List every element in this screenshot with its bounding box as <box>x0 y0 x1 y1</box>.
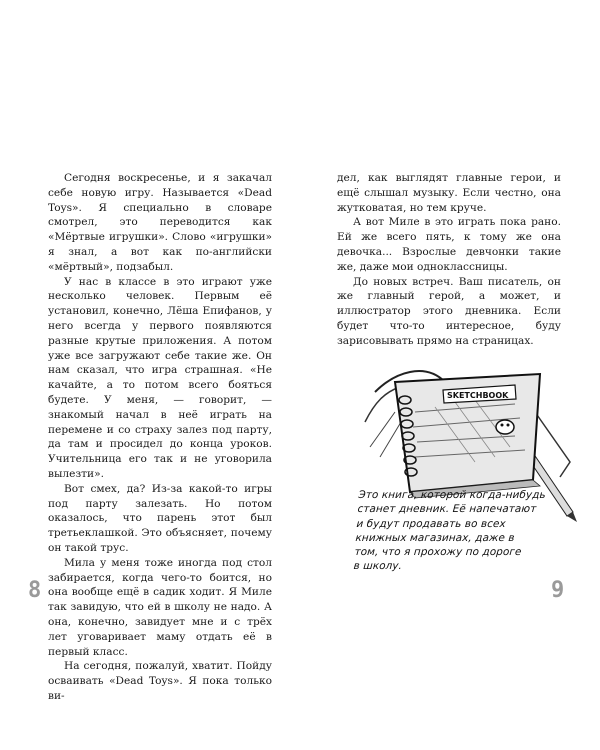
caption-line: и будут продавать во всех <box>356 517 507 530</box>
paragraph: До новых встреч. Ваш писатель, он же главный герой, а может, и иллюстратор этого дневника. Если будет что-то интересное, буду зарисовывать прямо на страницах. <box>337 275 561 347</box>
caption-line: в школу. <box>353 560 403 573</box>
paragraph: Сегодня воскресенье, и я закачал себе новую игру. Называется «Dead Toys». Я специально в словаре смотрел, это переводится как «Мёртвые игрушки». Слово «игрушки» я знал, а вот как по-английски «мёртвый», подзабыл. <box>48 172 272 273</box>
paragraph: Вот смех, да? Из-за какой-то игры под парту залезать. Но потом оказалось, что парень этот был третьеклашкой. Это объясняет, почему он такой трус. <box>48 482 272 554</box>
caption-line: станет дневник. Её напечатают <box>357 503 537 516</box>
paragraph: На сегодня, пожалуй, хватит. Пойду осваивать «Dead Toys». Я пока только ви- <box>48 660 272 702</box>
caption-line: книжных магазинах, даже в <box>355 531 516 544</box>
paragraph: Мила у меня тоже иногда под стол забирается, когда чего-то боится, но она вообще ещё в садик ходит. Я Миле так завидую, что ей в школу не надо. А она, конечно, завидует мне и с трёх лет уговаривает маму отдать её в первый класс. <box>48 556 272 658</box>
left-page-text <box>48 171 272 704</box>
illustration-caption <box>353 488 571 574</box>
caption-line: том, что я прохожу по дороге <box>354 546 522 559</box>
page-number-right: 9 <box>551 578 565 603</box>
page-number-left: 8 <box>28 578 42 603</box>
caption-line: Это книга, которой когда-нибудь <box>358 489 547 501</box>
paragraph: У нас в классе в это играют уже несколько человек. Первым её установил, конечно, Лёша Епифанов, у него всегда у первого появляются разные крутые приложения. А потом уже все загружают себе такие же. Он нам сказал, что игра страшная. «Не качайте, а то потом всего бояться будете. У меня, — говорит, — знакомый начал в неё играть на перемене и со страху залез под парту, да там и просидел до конца уроков. Учительница его так и не уговорила вылезти». <box>48 275 272 480</box>
sketchbook-label: SKETCHBOOK <box>447 391 509 400</box>
paragraph: дел, как выглядят главные герои, и ещё слышал музыку. Если честно, она жутковатая, но тем круче. <box>337 172 561 214</box>
paragraph: А вот Миле в это играть пока рано. Ей же всего пять, к тому же она девочка... Взрослые девчонки такие же, даже мои одноклассницы. <box>337 216 561 273</box>
right-page-text <box>337 171 561 349</box>
